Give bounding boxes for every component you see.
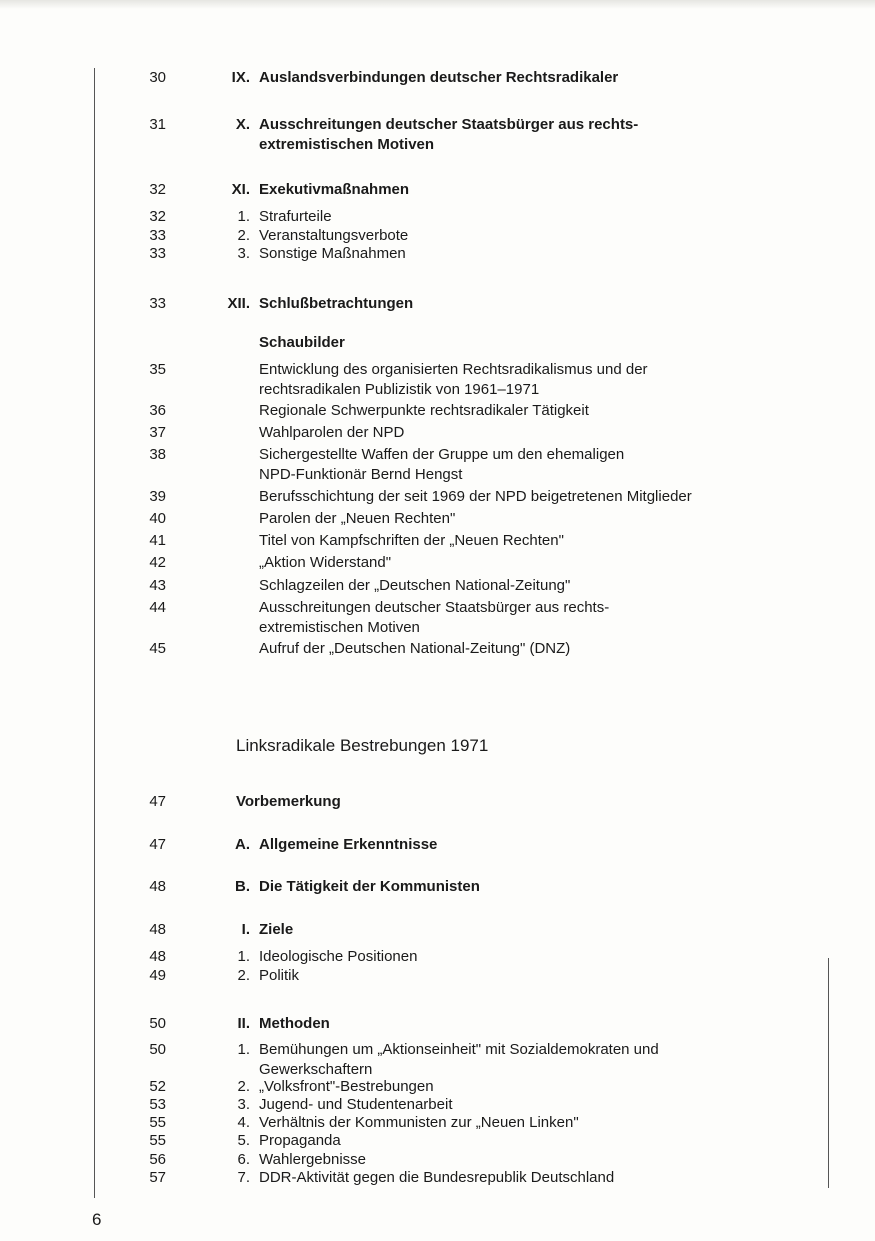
toc-entry-title-line: Parolen der „Neuen Rechten" [259,510,456,527]
toc-entry-number: 3. [237,245,250,262]
toc-entry-title-line: Schlußbetrachtungen [259,295,414,312]
toc-entry-title-line: DDR-Aktivität gegen die Bundesrepublik Deutschland [259,1169,615,1186]
toc-entry-title-line: Berufsschichtung der seit 1969 der NPD beigetretenen Mitglieder [259,488,692,505]
toc-entry-number: 1. [237,208,250,225]
toc-entry [0,1014,875,1034]
toc-page-number: 47 [149,836,166,853]
toc-entry [0,598,875,638]
toc-page-number: 43 [149,577,166,594]
toc-entry [0,920,875,940]
toc-entry-number: I. [241,921,250,938]
toc-entry-title [259,1113,799,1133]
toc-entry [0,244,875,264]
toc-entry-title [259,531,799,551]
toc-page-number: 48 [149,878,166,895]
toc-entry-title-line: Titel von Kampfschriften der „Neuen Rechten" [259,532,564,549]
toc-page-number: 39 [149,488,166,505]
toc-entry-title [259,360,799,400]
toc-entry-title [259,244,799,264]
toc-page-number: 56 [149,1151,166,1168]
toc-entry [0,1168,875,1188]
toc-page-number: 40 [149,510,166,527]
toc-entry-title [259,333,799,353]
toc-entry-title-line: „Volksfront"-Bestrebungen [259,1078,434,1095]
toc-entry-title [259,509,799,529]
toc-entry-title-line: Ausschreitungen deutscher Staatsbürger aus rechts- [259,599,610,616]
toc-entry-title-line: NPD-Funktionär Bernd Hengst [259,466,463,483]
toc-entry-title [259,598,799,638]
toc-entry [0,68,875,88]
toc-entry [0,1077,875,1097]
toc-entry-title-line: Entwicklung des organisierten Rechtsradikalismus und der [259,361,648,378]
toc-entry-title-line: extremistischen Motiven [259,619,420,636]
toc-page-number: 33 [149,227,166,244]
toc-entry [0,360,875,400]
toc-page-number: 38 [149,446,166,463]
toc-page-number: 31 [149,116,166,133]
toc-entry [0,509,875,529]
toc-entry [0,423,875,443]
toc-entry-number: 2. [237,227,250,244]
toc-page-number: 41 [149,532,166,549]
toc-entry-title [259,966,799,986]
page-number: 6 [92,1210,102,1229]
toc-entry-title-line: Schaubilder [259,334,345,351]
toc-entry-title-line: Wahlparolen der NPD [259,424,405,441]
toc-entry-title [259,487,799,507]
toc-page-number: 42 [149,554,166,571]
toc-entry [0,487,875,507]
section-heading: Linksradikale Bestrebungen 1971 [236,736,489,755]
toc-entry-number: XI. [231,181,250,198]
toc-entry-title-line: Verhältnis der Kommunisten zur „Neuen Linken" [259,1114,579,1131]
toc-entry-title-line: Ausschreitungen deutscher Staatsbürger aus rechts- [259,116,639,133]
toc-entry-title [259,1040,799,1080]
toc-entry-title-line: Methoden [259,1015,330,1032]
toc-entry [0,553,875,573]
toc-page-number: 49 [149,967,166,984]
toc-entry-number: 2. [237,1078,250,1095]
toc-entry-title [259,1095,799,1115]
toc-entry-title [259,947,799,967]
toc-entry-title-line: Aufruf der „Deutschen National-Zeitung" (DNZ) [259,640,571,657]
toc-entry-title [236,792,776,812]
toc-entry-title-line: Auslandsverbindungen deutscher Rechtsradikaler [259,69,619,86]
toc-page-number: 37 [149,424,166,441]
toc-entry-number: 3. [237,1096,250,1113]
scan-edge [0,0,875,9]
toc-page-number: 55 [149,1114,166,1131]
toc-entry-number: 7. [237,1169,250,1186]
toc-entry-title-line: Propaganda [259,1132,341,1149]
toc-entry-number: B. [235,878,250,895]
toc-entry-title [259,180,799,200]
toc-entry [0,401,875,421]
toc-page-number: 47 [149,793,166,810]
toc-entry-number: X. [235,116,250,133]
toc-entry-title [259,207,799,227]
toc-entry-number: 4. [237,1114,250,1131]
toc-page-number: 50 [149,1015,166,1032]
toc-entry-title-line: Ideologische Positionen [259,948,418,965]
toc-entry [0,1131,875,1151]
toc-entry [0,115,875,155]
toc-entry-title [259,576,799,596]
toc-entry-title [259,1014,799,1034]
toc-page-number: 57 [149,1169,166,1186]
toc-page-number: 36 [149,402,166,419]
toc-entry-title [259,115,799,155]
toc-entry-title [259,553,799,573]
toc-entry [0,947,875,967]
toc-entry-number: 6. [237,1151,250,1168]
toc-entry-title [259,1168,799,1188]
toc-entry-title [259,835,799,855]
toc-entry-title [259,423,799,443]
toc-page-number: 32 [149,181,166,198]
toc-entry-title [259,445,799,485]
toc-entry-title-line: Ziele [259,921,294,938]
toc-entry [0,207,875,227]
toc-entry-title-line: extremistischen Motiven [259,136,435,153]
toc-entry-title-line: Regionale Schwerpunkte rechtsradikaler Tätigkeit [259,402,589,419]
toc-entry-title-line: Strafurteile [259,208,332,225]
toc-entry [0,877,875,897]
toc-entry-title-line: Sichergestellte Waffen der Gruppe um den ehemaligen [259,446,625,463]
toc-entry [0,180,875,200]
toc-page-number: 32 [149,208,166,225]
toc-entry [0,835,875,855]
toc-entry-title [259,1077,799,1097]
toc-entry-title-line: Bemühungen um „Aktionseinheit" mit Sozialdemokraten und [259,1041,659,1058]
toc-entry [0,294,875,314]
toc-entry [0,226,875,246]
toc-entry [0,639,875,659]
toc-page-number: 33 [149,295,166,312]
toc-entry [0,1040,875,1080]
toc-entry-title-line: Jugend- und Studentenarbeit [259,1096,453,1113]
toc-entry-number: 1. [237,948,250,965]
toc-entry [0,531,875,551]
toc-page-number: 33 [149,245,166,262]
toc-entry-number: IX. [231,69,250,86]
toc-page-number: 30 [149,69,166,86]
toc-entry-title-line: Veranstaltungsverbote [259,227,409,244]
toc-entry [0,966,875,986]
toc-page-number: 45 [149,640,166,657]
toc-entry-number: II. [237,1015,250,1032]
toc-entry-title-line: Vorbemerkung [236,793,341,810]
toc-entry-title [259,294,799,314]
toc-page-number: 48 [149,921,166,938]
toc-entry-title [259,1150,799,1170]
toc-entry-number: 1. [237,1041,250,1058]
toc-entry [0,1150,875,1170]
toc-page-number: 55 [149,1132,166,1149]
toc-entry-number: A. [235,836,250,853]
toc-entry-title-line: Schlagzeilen der „Deutschen National-Zeitung" [259,577,571,594]
toc-entry-title-line: Gewerkschaftern [259,1061,373,1078]
toc-entry [0,576,875,596]
toc-entry-title-line: Sonstige Maßnahmen [259,245,406,262]
toc-entry-title [259,401,799,421]
toc-entry-title-line: Allgemeine Erkenntnisse [259,836,438,853]
toc-entry-title [259,226,799,246]
toc-entry-title-line: Exekutivmaßnahmen [259,181,410,198]
toc-page-number: 52 [149,1078,166,1095]
toc-page-number: 48 [149,948,166,965]
toc-entry-title [259,877,799,897]
toc-entry-title-line: Wahlergebnisse [259,1151,366,1168]
toc-entry-title [259,1131,799,1151]
toc-entry-number: XII. [227,295,250,312]
toc-page-number: 35 [149,361,166,378]
toc-page-number: 53 [149,1096,166,1113]
toc-entry-title [259,639,799,659]
toc-entry [0,1095,875,1115]
toc-entry [0,445,875,485]
toc-entry [0,792,875,812]
toc-entry [0,333,875,353]
toc-entry-title [259,68,799,88]
toc-entry-number: 2. [237,967,250,984]
toc-page-number: 44 [149,599,166,616]
toc-entry-title-line: Politik [259,967,300,984]
toc-entry-title-line: Die Tätigkeit der Kommunisten [259,878,480,895]
toc-entry-title [259,920,799,940]
toc-entry [0,1113,875,1133]
toc-entry-number: 5. [237,1132,250,1149]
toc-page-number: 50 [149,1041,166,1058]
toc-entry-title-line: rechtsradikalen Publizistik von 1961–1971 [259,381,540,398]
toc-entry-title-line: „Aktion Widerstand" [259,554,392,571]
